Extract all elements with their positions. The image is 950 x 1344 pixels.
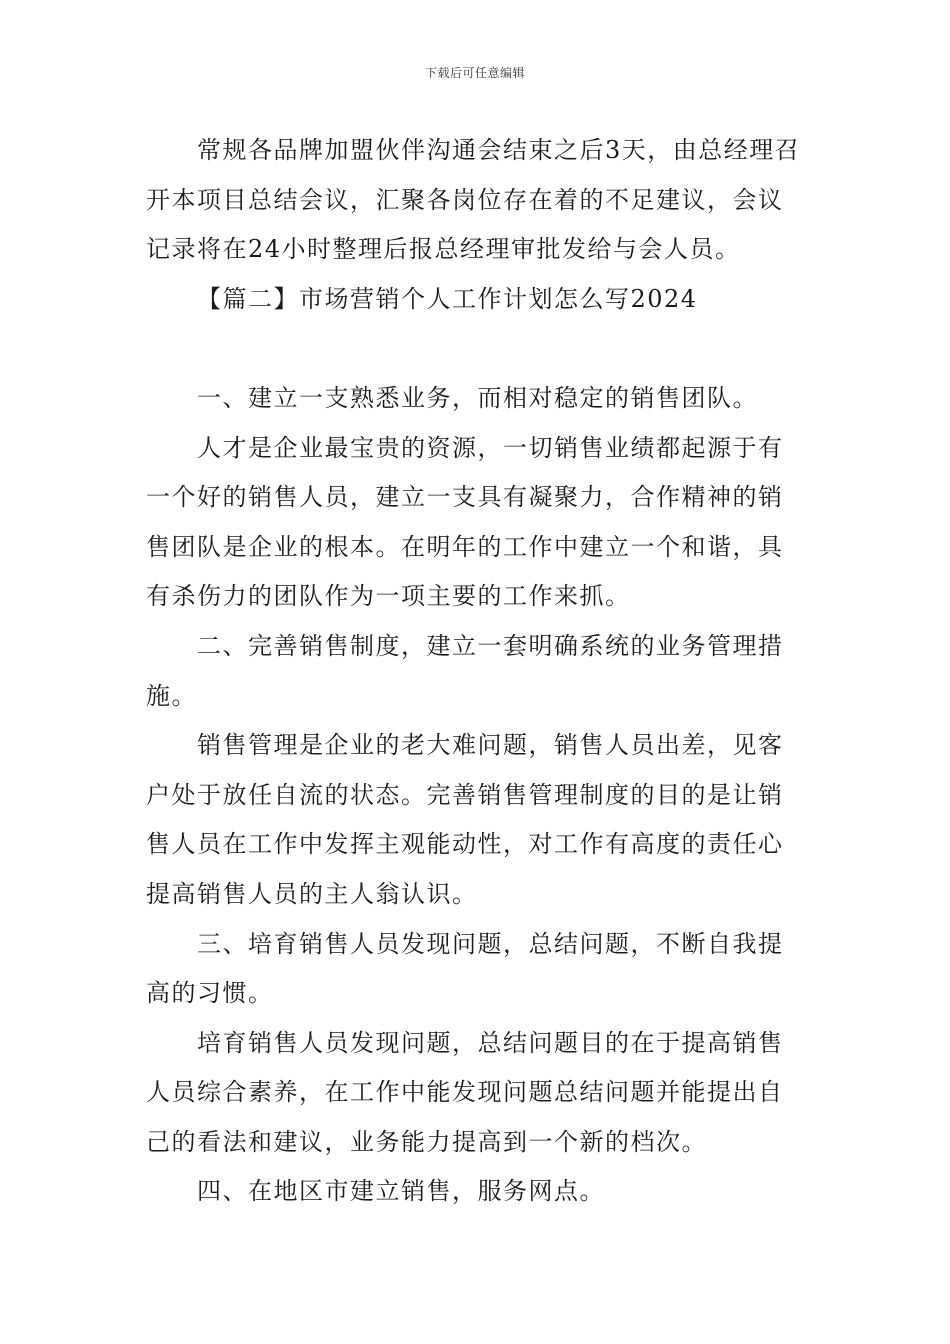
text-line: 三、培育销售人员发现问题，总结问题，不断自我提	[197, 929, 784, 958]
text-line: 售人员在工作中发挥主观能动性，对工作有高度的责任心	[146, 830, 784, 859]
text-line: 人才是企业最宝贵的资源，一切销售业绩都起源于有	[197, 433, 784, 462]
text-line: 开本项目总结会议，汇聚各岗位存在着的不足建议，会议	[146, 185, 784, 214]
text-line: 常规各品牌加盟伙伴沟通会结束之后3天，由总经理召	[197, 136, 801, 164]
text-line: 高的习惯。	[146, 979, 274, 1008]
blank-line	[146, 324, 810, 374]
text-line: 己的看法和建议，业务能力提高到一个新的档次。	[146, 1127, 707, 1156]
text-line: 提高销售人员的主人翁认识。	[146, 879, 478, 908]
text-line: 人员综合素养，在工作中能发现问题总结问题并能提出自	[146, 1078, 784, 1107]
text-line: 施。	[146, 681, 197, 710]
text-line: 培育销售人员发现问题，总结问题目的在于提高销售	[197, 1028, 784, 1057]
text-line: 售团队是企业的根本。在明年的工作中建立一个和谐，具	[146, 532, 784, 561]
text-line: 【篇二】市场营销个人工作计划怎么写2024	[197, 284, 698, 313]
text-line: 有杀伤力的团队作为一项主要的工作来抓。	[146, 582, 631, 611]
page-header: 下载后可任意编辑	[424, 66, 525, 80]
text-line: 一、建立一支熟悉业务，而相对稳定的销售团队。	[197, 383, 758, 412]
text-line: 二、完善销售制度，建立一套明确系统的业务管理措	[197, 631, 784, 660]
text-line: 记录将在24小时整理后报总经理审批发给与会人员。	[146, 235, 741, 264]
document-body	[146, 126, 810, 1217]
text-line: 一个好的销售人员，建立一支具有凝聚力，合作精神的销	[146, 483, 784, 512]
text-line: 销售管理是企业的老大难问题，销售人员出差，见客	[197, 731, 784, 760]
text-line: 四、在地区市建立销售，服务网点。	[197, 1177, 605, 1206]
text-line: 户处于放任自流的状态。完善销售管理制度的目的是让销	[146, 780, 784, 809]
